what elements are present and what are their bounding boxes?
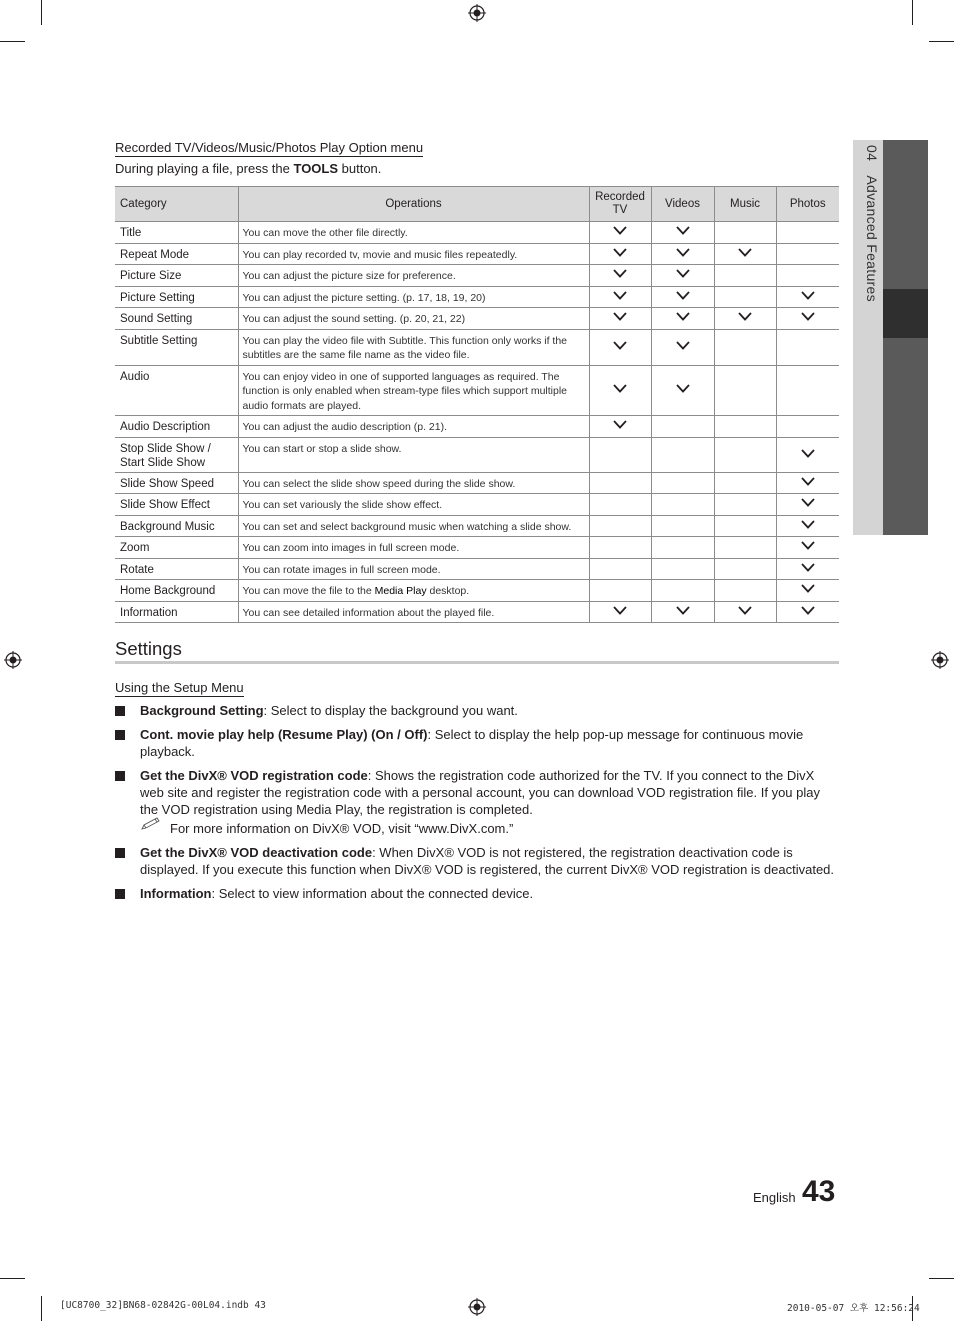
check-cell: [589, 437, 651, 472]
crop-mark: [912, 0, 913, 25]
checkmark-icon: [801, 541, 815, 550]
check-cell: [589, 515, 651, 537]
operation-emphasis: Media Play: [374, 585, 427, 597]
checkmark-icon: [738, 606, 752, 615]
check-cell: [651, 494, 714, 516]
check-cell: [714, 222, 776, 244]
check-cell: [651, 537, 714, 559]
chapter-title: Advanced Features: [864, 175, 880, 302]
check-cell: [714, 580, 776, 602]
column-header: Recorded TV: [589, 187, 651, 222]
checkmark-icon: [613, 291, 627, 300]
check-cell: [589, 494, 651, 516]
item-title: Get the DivX® VOD deactivation code: [140, 845, 373, 860]
page-number: 43: [802, 1175, 836, 1208]
check-cell: [714, 308, 776, 330]
crop-mark: [929, 1278, 954, 1279]
operation-text: desktop.: [426, 585, 470, 597]
check-cell: [776, 243, 839, 265]
table-row: [115, 601, 839, 623]
operation-cell: You can set and select background music when watching a slide show.: [238, 515, 589, 537]
side-tab-label: [858, 145, 880, 345]
check-cell: [714, 416, 776, 438]
checkmark-icon: [801, 563, 815, 572]
table-row: [115, 243, 839, 265]
check-cell: [651, 601, 714, 623]
checkmark-icon: [613, 248, 627, 257]
check-cell: [776, 416, 839, 438]
item-text: : Select to display the background you want.: [263, 703, 518, 718]
check-cell: [589, 472, 651, 494]
registration-mark-icon: [931, 651, 949, 669]
operation-cell: You can move the other file directly.: [238, 222, 589, 244]
chapter-number: 04: [864, 145, 880, 162]
check-cell: [776, 558, 839, 580]
play-option-table: [115, 186, 839, 623]
check-cell: [714, 601, 776, 623]
intro-text: button.: [338, 161, 382, 176]
list-item: [115, 726, 839, 760]
operation-cell: You can adjust the picture size for preference.: [238, 265, 589, 287]
check-cell: [589, 265, 651, 287]
section-heading: Recorded TV/Videos/Music/Photos Play Option menu: [115, 140, 424, 155]
checkmark-icon: [801, 606, 815, 615]
table-row: [115, 515, 839, 537]
category-cell: Subtitle Setting: [115, 329, 238, 365]
checkmark-icon: [676, 248, 690, 257]
registration-mark-icon: [4, 651, 22, 669]
table-row: [115, 494, 839, 516]
category-cell: Home Background: [115, 580, 238, 602]
column-header: Category: [115, 187, 238, 222]
check-cell: [651, 329, 714, 365]
item-text: : Select to display the help pop-up message for continuous movie playback.: [140, 727, 804, 759]
check-cell: [776, 265, 839, 287]
checkmark-icon: [801, 520, 815, 529]
check-cell: [651, 222, 714, 244]
check-cell: [776, 472, 839, 494]
crop-mark: [0, 1278, 25, 1279]
check-cell: [589, 601, 651, 623]
check-cell: [589, 243, 651, 265]
operation-cell: You can set variously the slide show effect.: [238, 494, 589, 516]
item-title: Background Setting: [140, 703, 264, 718]
check-cell: [589, 222, 651, 244]
checkmark-icon: [613, 420, 627, 429]
check-cell: [651, 265, 714, 287]
check-cell: [714, 437, 776, 472]
operation-cell: You can rotate images in full screen mode.: [238, 558, 589, 580]
check-cell: [714, 537, 776, 559]
checkmark-icon: [676, 269, 690, 278]
category-cell: Zoom: [115, 537, 238, 559]
table-row: [115, 329, 839, 365]
bullet-square-icon: [115, 889, 125, 899]
table-header-row: [115, 187, 839, 222]
table-row: [115, 558, 839, 580]
checkmark-icon: [613, 312, 627, 321]
checkmark-icon: [676, 312, 690, 321]
side-tab-block: [883, 140, 928, 289]
list-item: [115, 885, 839, 902]
checkmark-icon: [613, 269, 627, 278]
table-row: [115, 222, 839, 244]
item-text: : Shows the registration code authorized for the TV. If you connect to the DivX web site and register the registration code with a personal account, you can download VOD registration file. If you play the VOD registration using Media Play, the registration is completed.: [140, 768, 820, 817]
category-cell: Title: [115, 222, 238, 244]
item-text: : When DivX® VOD is not registered, the registration deactivation code is displayed. If you execute this function when DivX® VOD is registered, the current DivX® VOD registration is deactivated.: [140, 845, 835, 877]
checkmark-icon: [676, 291, 690, 300]
bullet-square-icon: [115, 848, 125, 858]
check-cell: [589, 329, 651, 365]
operation-cell: You can select the slide show speed during the slide show.: [238, 472, 589, 494]
table-row: [115, 537, 839, 559]
operation-cell: You can enjoy video in one of supported languages as required. The function is only enabled when stream-type files which support multiple audio formats are played.: [238, 365, 589, 416]
check-cell: [589, 580, 651, 602]
table-row: [115, 308, 839, 330]
operation-cell: You can adjust the audio description (p. 21).: [238, 416, 589, 438]
registration-mark-icon: [468, 4, 486, 22]
operation-cell: [238, 580, 589, 602]
item-title: Get the DivX® VOD registration code: [140, 768, 368, 783]
crop-mark: [929, 41, 954, 42]
pencil-note-icon: [140, 817, 162, 831]
operation-cell: You can adjust the picture setting. (p. 17, 18, 19, 20): [238, 286, 589, 308]
table-row: [115, 265, 839, 287]
check-cell: [714, 265, 776, 287]
check-cell: [714, 515, 776, 537]
check-cell: [776, 494, 839, 516]
check-cell: [589, 286, 651, 308]
check-cell: [776, 286, 839, 308]
check-cell: [651, 558, 714, 580]
check-cell: [714, 365, 776, 416]
check-cell: [776, 222, 839, 244]
settings-title: Settings: [115, 638, 182, 659]
column-header: Photos: [776, 187, 839, 222]
check-cell: [776, 601, 839, 623]
operation-cell: You can zoom into images in full screen mode.: [238, 537, 589, 559]
print-slug-file: [UC8700_32]BN68-02842G-00L04.indb 43: [60, 1300, 266, 1311]
checkmark-icon: [801, 291, 815, 300]
item-text: : Select to view information about the connected device.: [211, 886, 534, 901]
settings-list: [115, 702, 839, 909]
checkmark-icon: [676, 606, 690, 615]
checkmark-icon: [613, 226, 627, 235]
check-cell: [589, 416, 651, 438]
check-cell: [651, 243, 714, 265]
column-header: Videos: [651, 187, 714, 222]
check-cell: [651, 365, 714, 416]
table-row: [115, 365, 839, 416]
category-cell: Repeat Mode: [115, 243, 238, 265]
checkmark-icon: [613, 606, 627, 615]
checkmark-icon: [613, 341, 627, 350]
category-cell: Slide Show Speed: [115, 472, 238, 494]
crop-mark: [0, 41, 25, 42]
check-cell: [776, 365, 839, 416]
table-row: [115, 416, 839, 438]
bullet-square-icon: [115, 706, 125, 716]
category-cell: Audio Description: [115, 416, 238, 438]
check-cell: [651, 515, 714, 537]
list-item: [115, 844, 839, 878]
category-cell: Picture Size: [115, 265, 238, 287]
crop-mark: [41, 1296, 42, 1321]
check-cell: [714, 243, 776, 265]
setup-menu-heading: Using the Setup Menu: [115, 680, 244, 695]
section-intro: [115, 161, 381, 176]
check-cell: [776, 580, 839, 602]
category-cell: Picture Setting: [115, 286, 238, 308]
operation-cell: You can start or stop a slide show.: [238, 437, 589, 472]
crop-mark: [41, 0, 42, 25]
checkmark-icon: [738, 312, 752, 321]
tools-button-label: TOOLS: [293, 161, 339, 176]
check-cell: [776, 437, 839, 472]
check-cell: [714, 286, 776, 308]
check-cell: [714, 494, 776, 516]
check-cell: [776, 308, 839, 330]
operation-cell: You can see detailed information about the played file.: [238, 601, 589, 623]
column-header: Operations: [238, 187, 589, 222]
item-title: Cont. movie play help (Resume Play) (On / Off): [140, 727, 428, 742]
note-text: For more information on DivX® VOD, visit “www.DivX.com.”: [170, 821, 514, 836]
note: [140, 820, 839, 837]
check-cell: [651, 286, 714, 308]
category-cell: Information: [115, 601, 238, 623]
check-cell: [651, 472, 714, 494]
checkmark-icon: [801, 584, 815, 593]
category-cell: Slide Show Effect: [115, 494, 238, 516]
category-cell: Rotate: [115, 558, 238, 580]
table-row: [115, 472, 839, 494]
check-cell: [714, 329, 776, 365]
list-item: [115, 767, 839, 837]
check-cell: [651, 580, 714, 602]
category-cell: Background Music: [115, 515, 238, 537]
registration-mark-icon: [468, 1298, 486, 1316]
check-cell: [589, 308, 651, 330]
column-header: Music: [714, 187, 776, 222]
side-tab-block: [883, 338, 928, 535]
table-row: [115, 286, 839, 308]
operation-cell: You can play the video file with Subtitle. This function only works if the subtitles are the same file name as the video file.: [238, 329, 589, 365]
checkmark-icon: [801, 498, 815, 507]
check-cell: [714, 558, 776, 580]
checkmark-icon: [801, 477, 815, 486]
checkmark-icon: [676, 226, 690, 235]
check-cell: [714, 472, 776, 494]
bullet-square-icon: [115, 771, 125, 781]
item-title: Information: [140, 886, 212, 901]
checkmark-icon: [801, 312, 815, 321]
check-cell: [651, 308, 714, 330]
category-cell: Stop Slide Show / Start Slide Show: [115, 437, 238, 472]
operation-cell: You can play recorded tv, movie and music files repeatedly.: [238, 243, 589, 265]
operation-cell: You can adjust the sound setting. (p. 20, 21, 22): [238, 308, 589, 330]
check-cell: [776, 537, 839, 559]
checkmark-icon: [801, 449, 815, 458]
check-cell: [651, 416, 714, 438]
check-cell: [589, 365, 651, 416]
checkmark-icon: [738, 248, 752, 257]
table-row: [115, 580, 839, 602]
operation-text: You can move the file to the: [242, 585, 375, 597]
check-cell: [589, 537, 651, 559]
category-cell: Audio: [115, 365, 238, 416]
checkmark-icon: [676, 384, 690, 393]
category-cell: Sound Setting: [115, 308, 238, 330]
settings-divider: [115, 661, 839, 664]
table-row: [115, 437, 839, 472]
side-tab-active-block: [883, 289, 928, 338]
check-cell: [651, 437, 714, 472]
check-cell: [776, 515, 839, 537]
list-item: [115, 702, 839, 719]
checkmark-icon: [613, 384, 627, 393]
footer-language: English: [753, 1190, 796, 1205]
checkmark-icon: [676, 341, 690, 350]
check-cell: [776, 329, 839, 365]
intro-text: During playing a file, press the: [115, 161, 294, 176]
check-cell: [589, 558, 651, 580]
bullet-square-icon: [115, 730, 125, 740]
print-slug-date: 2010-05-07 오후 12:56:24: [787, 1303, 920, 1314]
